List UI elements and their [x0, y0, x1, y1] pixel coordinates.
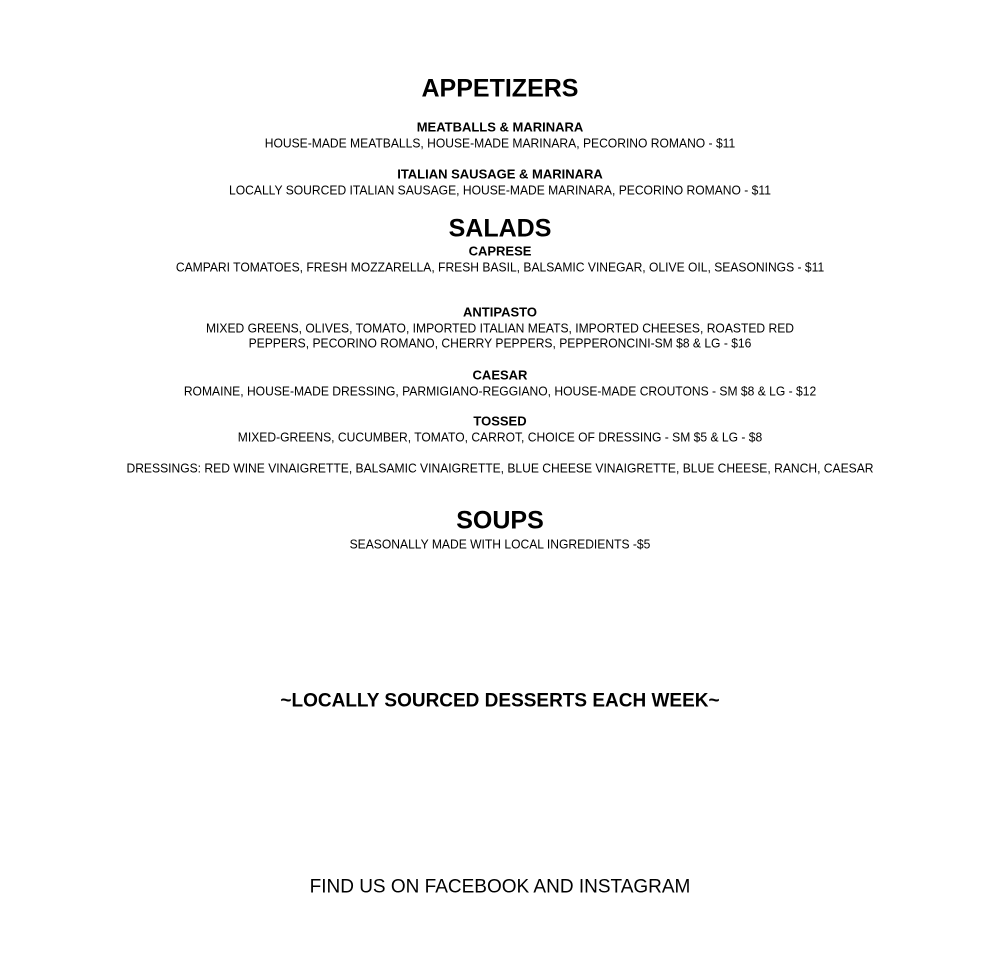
menu-item-name: TOSSED	[473, 413, 527, 429]
menu-item-desc: PEPPERS, PECORINO ROMANO, CHERRY PEPPERS, PEPPERONCINI-SM $8 & LG - $16	[248, 335, 752, 351]
dressings-list: DRESSINGS: RED WINE VINAIGRETTE, BALSAMIC VINAIGRETTE, BLUE CHEESE VINAIGRETTE, BLUE CHEESE, RANCH, CAESAR	[126, 460, 874, 476]
menu-item-desc: MIXED-GREENS, CUCUMBER, TOMATO, CARROT, CHOICE OF DRESSING - SM $5 & LG - $8	[237, 429, 763, 445]
menu-item-name: CAESAR	[472, 367, 528, 383]
social-footer: FIND US ON FACEBOOK AND INSTAGRAM	[309, 876, 691, 898]
menu-item-name: ITALIAN SAUSAGE & MARINARA	[397, 166, 603, 182]
soups-desc: SEASONALLY MADE WITH LOCAL INGREDIENTS -$5	[349, 536, 651, 552]
menu-item-name: ANTIPASTO	[463, 304, 537, 320]
appetizers-heading: APPETIZERS	[421, 74, 579, 103]
soups-heading: SOUPS	[456, 506, 544, 535]
menu-item-desc: CAMPARI TOMATOES, FRESH MOZZARELLA, FRESH BASIL, BALSAMIC VINEGAR, OLIVE OIL, SEASONINGS - $11	[175, 259, 825, 275]
menu-item-desc: MIXED GREENS, OLIVES, TOMATO, IMPORTED ITALIAN MEATS, IMPORTED CHEESES, ROASTED RED	[205, 320, 795, 336]
menu-item-desc: HOUSE-MADE MEATBALLS, HOUSE-MADE MARINARA, PECORINO ROMANO - $11	[264, 135, 736, 151]
menu-item-name: MEATBALLS & MARINARA	[416, 119, 584, 135]
desserts-note: ~LOCALLY SOURCED DESSERTS EACH WEEK~	[280, 690, 720, 712]
salads-heading: SALADS	[448, 214, 552, 243]
menu-item-desc: LOCALLY SOURCED ITALIAN SAUSAGE, HOUSE-MADE MARINARA, PECORINO ROMANO - $11	[229, 182, 771, 198]
menu-item-name: CAPRESE	[468, 243, 532, 259]
menu-item-desc: ROMAINE, HOUSE-MADE DRESSING, PARMIGIANO-REGGIANO, HOUSE-MADE CROUTONS - SM $8 & LG - $12	[183, 383, 817, 399]
